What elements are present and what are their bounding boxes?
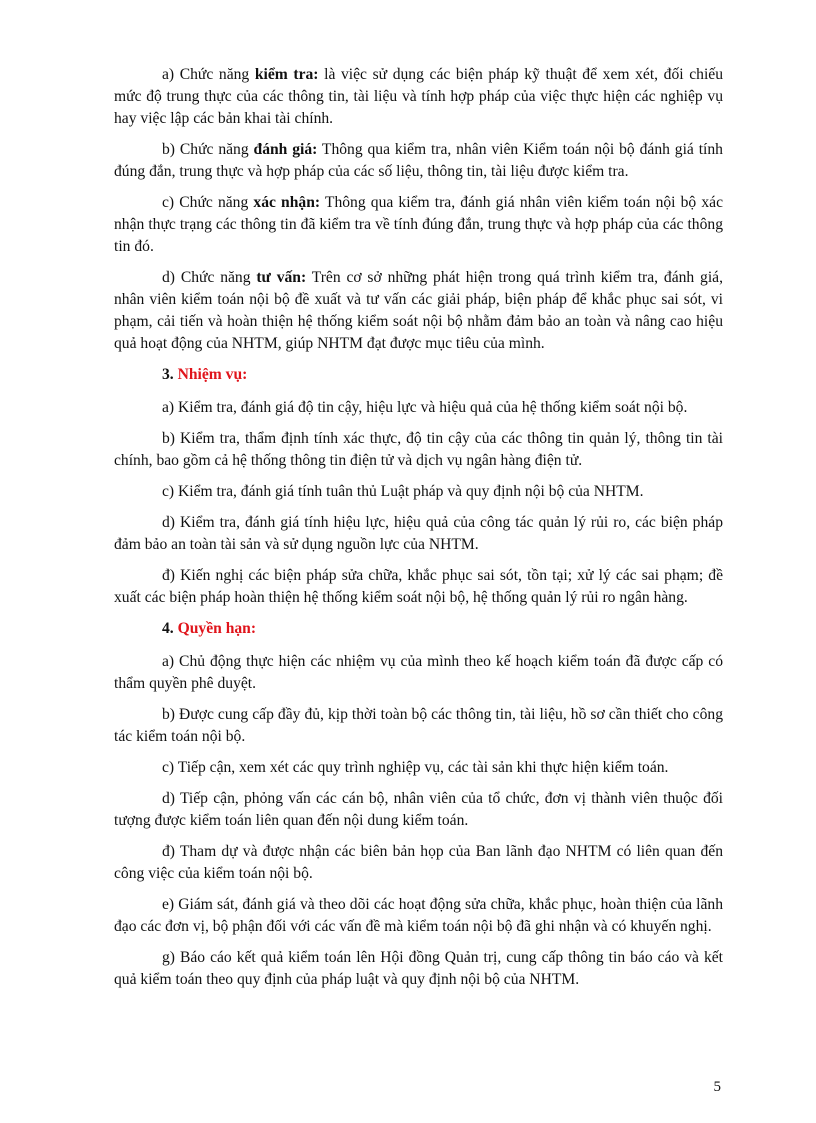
quyen-han-item: a) Chủ động thực hiện các nhiệm vụ của mình theo kế hoạch kiểm toán đã được cấp có thẩm quyền phê duyệt. (114, 653, 723, 692)
function-kiem-tra: a) Chức năng kiểm tra: là việc sử dụng các biện pháp kỹ thuật để xem xét, đối chiếu mức độ trung thực của các thông tin, tài liệu và tính hợp pháp của việc thực hiện các nghiệp vụ hay việc lập các bản khai tài chính. (114, 66, 723, 127)
section-heading-nhiem-vu: 3. Nhiệm vụ: (162, 366, 248, 383)
function-danh-gia: b) Chức năng đánh giá: Thông qua kiểm tra, nhân viên Kiểm toán nội bộ đánh giá tính đúng đắn, trung thực và hợp pháp của các số liệu, thông tin, tài liệu được kiểm tra. (114, 141, 723, 180)
quyen-han-item: g) Báo cáo kết quả kiểm toán lên Hội đồng Quản trị, cung cấp thông tin báo cáo và kết quả kiểm toán theo quy định của pháp luật và quy định nội bộ của NHTM. (114, 949, 723, 988)
quyen-han-item: d) Tiếp cận, phỏng vấn các cán bộ, nhân viên của tổ chức, đơn vị thành viên thuộc đối tượng được kiểm toán liên quan đến nội dung kiểm toán. (114, 790, 723, 829)
nhiem-vu-item: b) Kiểm tra, thẩm định tính xác thực, độ tin cậy của các thông tin quản lý, thông tin tài chính, bao gồm cả hệ thống thông tin điện tử và dịch vụ ngân hàng điện tử. (114, 430, 723, 469)
page-number: 5 (713, 1079, 721, 1095)
quyen-han-item: đ) Tham dự và được nhận các biên bản họp của Ban lãnh đạo NHTM có liên quan đến công việc của kiểm toán nội bộ. (114, 843, 723, 882)
function-xac-nhan: c) Chức năng xác nhận: Thông qua kiểm tra, đánh giá nhân viên kiểm toán nội bộ xác nhận thực trạng các thông tin đã kiểm tra về tính đúng đắn, trung thực và hợp pháp của các thông tin đó. (114, 194, 724, 255)
document-page (114, 64, 723, 1000)
quyen-han-item: e) Giám sát, đánh giá và theo dõi các hoạt động sửa chữa, khắc phục, hoàn thiện của lãnh đạo các đơn vị, bộ phận đối với các vấn đề mà kiểm toán nội bộ đã ghi nhận và có khuyến nghị. (114, 896, 723, 935)
quyen-han-item: b) Được cung cấp đầy đủ, kịp thời toàn bộ các thông tin, tài liệu, hồ sơ cần thiết cho công tác kiểm toán nội bộ. (114, 706, 723, 745)
quyen-han-item: c) Tiếp cận, xem xét các quy trình nghiệp vụ, các tài sản khi thực hiện kiểm toán. (162, 759, 669, 776)
nhiem-vu-item: c) Kiểm tra, đánh giá tính tuân thủ Luật pháp và quy định nội bộ của NHTM. (162, 483, 644, 500)
nhiem-vu-item: đ) Kiến nghị các biện pháp sửa chữa, khắc phục sai sót, tồn tại; xử lý các sai phạm; đề xuất các biện pháp hoàn thiện hệ thống kiểm soát nội bộ, hệ thống quản lý rủi ro ngân hàng. (114, 567, 723, 606)
function-tu-van: d) Chức năng tư vấn: Trên cơ sở những phát hiện trong quá trình kiểm tra, đánh giá, nhân viên kiểm toán nội bộ đề xuất và tư vấn các giải pháp, biện pháp để khắc phục sai sót, vi phạm, cải tiến và hoàn thiện hệ thống kiểm soát nội bộ nhằm đảm bảo an toàn và nâng cao hiệu quả hoạt động của NHTM, giúp NHTM đạt được mục tiêu của mình. (114, 269, 723, 352)
nhiem-vu-item: d) Kiểm tra, đánh giá tính hiệu lực, hiệu quả của công tác quản lý rủi ro, các biện pháp đảm bảo an toàn tài sản và sử dụng nguồn lực của NHTM. (114, 514, 723, 553)
section-heading-quyen-han: 4. Quyền hạn: (162, 620, 257, 637)
nhiem-vu-item: a) Kiểm tra, đánh giá độ tin cậy, hiệu lực và hiệu quả của hệ thống kiểm soát nội bộ. (162, 399, 688, 416)
